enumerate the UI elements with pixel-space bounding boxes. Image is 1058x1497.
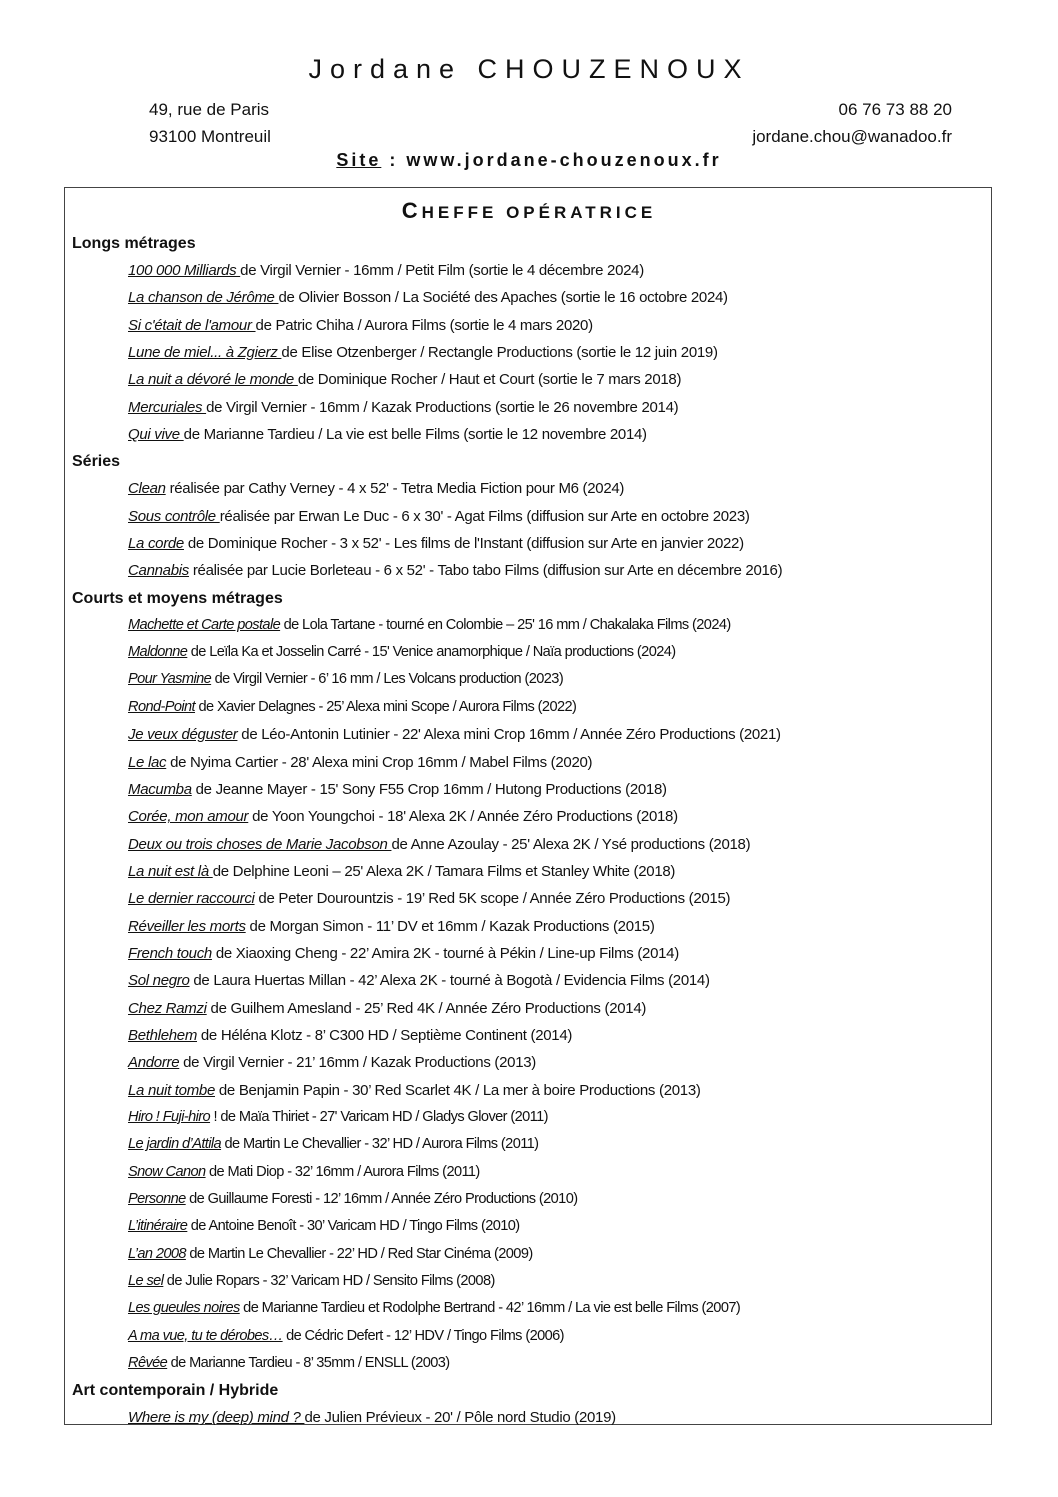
film-details: de Marianne Tardieu - 8’ 35mm / ENSLL (2003) <box>167 1355 450 1372</box>
film-details: de Virgil Vernier - 6’ 16 mm / Les Volcans production (2023) <box>211 671 564 688</box>
film-details: de Héléna Klotz - 8’ C300 HD / Septième Continent (2014) <box>197 1026 573 1044</box>
film-details: ! de Maïa Thiriet - 27' Varicam HD / Gladys Glover (2011) <box>210 1108 548 1125</box>
film-title: Sous contrôle <box>128 507 220 525</box>
film-details: de Jeanne Mayer - 15' Sony F55 Crop 16mm / Hutong Productions (2018) <box>191 780 667 798</box>
film-details: de Virgil Vernier - 16mm / Kazak Productions (sortie le 26 novembre 2014) <box>206 398 679 416</box>
film-details: de Dominique Rocher - 3 x 52' - Les films de l'Instant (diffusion sur Arte en janvier 2022) <box>183 535 744 553</box>
film-entry <box>72 1295 987 1322</box>
film-details: de Julien Prévieux - 20' / Pôle nord Studio (2019) <box>304 1409 616 1427</box>
film-title: Le lac <box>128 753 167 771</box>
film-details: réalisée par Cathy Verney - 4 x 52' - Tetra Media Fiction pour M6 (2024) <box>165 480 625 498</box>
film-title: Snow Canon <box>128 1163 206 1180</box>
film-title: La nuit a dévoré le monde <box>128 371 298 389</box>
film-details: de Xavier Delagnes - 25’ Alexa mini Scope / Aurora Films (2022) <box>195 698 577 715</box>
phone-number: 06 76 73 88 20 <box>838 100 952 119</box>
section-title: Longs métrages <box>72 235 196 252</box>
film-entry <box>72 749 987 776</box>
address-city: 93100 Montreuil <box>149 127 271 146</box>
film-title: Le dernier raccourci <box>128 890 255 908</box>
role-title-initial: C <box>401 198 422 223</box>
film-title: L’itinéraire <box>128 1218 188 1235</box>
film-entry <box>72 312 987 339</box>
film-entry <box>72 339 987 366</box>
film-title: Bethlehem <box>128 1026 198 1044</box>
section-title: Courts et moyens métrages <box>72 589 283 607</box>
film-entry <box>72 1350 987 1377</box>
film-details: de Patric Chiha / Aurora Films (sortie le 4 mars 2020) <box>255 316 593 334</box>
film-details: de Delphine Leoni – 25' Alexa 2K / Tamara Films et Stanley White (2018) <box>212 862 676 880</box>
film-title: Macumba <box>128 780 192 798</box>
website-line <box>0 150 1058 171</box>
film-details: de Mati Diop - 32’ 16mm / Aurora Films (2011) <box>205 1163 480 1180</box>
film-title: Machette et Carte postale <box>128 616 281 633</box>
film-entry <box>72 503 987 530</box>
film-details: de Léo-Antonin Lutinier - 22' Alexa mini Crop 16mm / Année Zéro Productions (2021) <box>237 726 781 744</box>
film-entry <box>72 612 987 639</box>
postal-address <box>149 96 271 150</box>
section-1 <box>72 448 987 584</box>
film-entry <box>72 694 987 721</box>
address-street: 49, rue de Paris <box>149 100 270 119</box>
film-title: La nuit est là <box>128 862 213 880</box>
filmography <box>72 230 987 1432</box>
film-details: de Marianne Tardieu et Rodolphe Bertrand - 42’ 16mm / La vie est belle Films (2007) <box>239 1300 741 1317</box>
film-title: Chez Ramzi <box>128 999 207 1017</box>
film-details: réalisée par Erwan Le Duc - 6 x 30' - Agat Films (diffusion sur Arte en octobre 2023) <box>219 507 750 525</box>
film-entry <box>72 1049 987 1076</box>
film-entry <box>72 831 987 858</box>
film-title: Where is my (deep) mind ? <box>128 1409 305 1427</box>
role-title <box>0 198 1058 224</box>
film-entry <box>72 557 987 584</box>
film-details: de Nyima Cartier - 28' Alexa mini Crop 16mm / Mabel Films (2020) <box>166 753 593 771</box>
role-title-rest: HEFFE OPÉRATRICE <box>421 203 657 222</box>
film-title: Le jardin d’Attila <box>128 1136 222 1153</box>
film-title: 100 000 Milliards <box>128 262 241 279</box>
film-title: A ma vue, tu te dérobes… <box>128 1327 283 1344</box>
film-title: Andorre <box>128 1054 180 1072</box>
film-details: de Guillaume Foresti - 12’ 16mm / Année Zéro Productions (2010) <box>185 1191 578 1207</box>
film-details: de Elise Otzenberger / Rectangle Productions (sortie le 12 juin 2019) <box>281 344 718 362</box>
film-entry <box>72 530 987 557</box>
film-details: de Yoon Youngchoi - 18' Alexa 2K / Année Zéro Productions (2018) <box>248 808 678 826</box>
film-details: de Marianne Tardieu / La vie est belle Films (sortie le 12 novembre 2014) <box>183 426 647 444</box>
film-title: Rond-Point <box>128 698 196 715</box>
film-title: Le sel <box>128 1273 164 1290</box>
film-title: La corde <box>128 535 184 553</box>
film-details: de Peter Dourountzis - 19’ Red 5K scope / Année Zéro Productions (2015) <box>254 890 731 908</box>
film-entry <box>72 666 987 693</box>
film-details: de Lola Tartane - tourné en Colombie – 25' 16 mm / Chakalaka Films (2024) <box>280 616 731 633</box>
film-title: La chanson de Jérôme <box>128 289 279 307</box>
film-entry <box>72 1077 987 1104</box>
film-entry <box>72 421 987 448</box>
film-entry <box>72 284 987 311</box>
film-entry <box>72 1213 987 1240</box>
film-entry <box>72 721 987 748</box>
film-title: Maldonne <box>128 644 188 661</box>
film-title: Les gueules noires <box>128 1300 240 1317</box>
film-details: de Antoine Benoît - 30’ Varicam HD / Tingo Films (2010) <box>187 1218 520 1235</box>
film-entry <box>72 776 987 803</box>
film-entry <box>72 1104 987 1131</box>
film-title: French touch <box>128 944 212 962</box>
film-title: Personne <box>128 1191 186 1207</box>
film-details: de Julie Ropars - 32’ Varicam HD / Sensito Films (2008) <box>163 1273 495 1290</box>
film-entry <box>72 1323 987 1350</box>
section-title: Séries <box>72 453 121 471</box>
film-entry <box>72 940 987 967</box>
film-title: Je veux déguster <box>128 726 238 744</box>
film-details: de Martin Le Chevallier - 32’ HD / Aurora Films (2011) <box>221 1136 539 1153</box>
film-title: Sol negro <box>128 972 190 990</box>
film-details: de Laura Huertas Millan - 42’ Alexa 2K - tourné à Bogotà / Evidencia Films (2014) <box>189 972 710 990</box>
contact-info <box>752 96 952 150</box>
film-title: Rêvée <box>128 1355 168 1372</box>
film-entry <box>72 394 987 421</box>
film-details: de Cédric Defert - 12’ HDV / Tingo Films (2006) <box>282 1327 564 1344</box>
film-entry <box>72 1186 987 1213</box>
email-address[interactable]: jordane.chou@wanadoo.fr <box>752 127 952 146</box>
film-entry <box>72 1241 987 1268</box>
film-entry <box>72 1131 987 1158</box>
film-entry <box>72 1268 987 1295</box>
film-entry <box>72 885 987 912</box>
film-details: de Dominique Rocher / Haut et Court (sortie le 7 mars 2018) <box>297 371 682 389</box>
film-entry <box>72 858 987 885</box>
site-label: Site <box>336 150 382 170</box>
film-details: de Olivier Bosson / La Société des Apaches (sortie le 16 octobre 2024) <box>278 289 728 307</box>
section-3 <box>72 1377 987 1431</box>
film-details: de Xiaoxing Cheng - 22’ Amira 2K - tourné à Pékin / Line-up Films (2014) <box>211 944 679 962</box>
film-title: Corée, mon amour <box>128 808 249 826</box>
cv-name: Jordane CHOUZENOUX <box>308 54 750 84</box>
film-title: Mercuriales <box>128 398 207 416</box>
film-entry <box>72 995 987 1022</box>
site-url-link[interactable]: www.jordane-chouzenoux.fr <box>406 150 722 170</box>
film-details: de Benjamin Papin - 30’ Red Scarlet 4K / La mer à boire Productions (2013) <box>215 1081 701 1099</box>
section-2 <box>72 585 987 1378</box>
film-entry <box>72 257 987 284</box>
film-title: Pour Yasmine <box>128 671 212 688</box>
film-title: Réveiller les morts <box>128 917 246 935</box>
film-title: Qui vive <box>128 426 184 444</box>
film-entry <box>72 967 987 994</box>
film-entry <box>72 639 987 666</box>
film-entry <box>72 1022 987 1049</box>
film-title: La nuit tombe <box>128 1081 215 1099</box>
site-separator: : <box>381 150 407 170</box>
film-title: Deux ou trois choses de Marie Jacobson <box>128 835 392 853</box>
film-title: Cannabis <box>128 562 189 580</box>
film-details: de Leïla Ka et Josselin Carré - 15' Venice anamorphique / Naïa productions (2024) <box>187 644 676 661</box>
film-title: Hiro ! Fuji-hiro <box>128 1108 211 1125</box>
film-details: de Guilhem Amesland - 25’ Red 4K / Année Zéro Productions (2014) <box>206 999 647 1017</box>
film-entry <box>72 803 987 830</box>
film-details: de Morgan Simon - 11’ DV et 16mm / Kazak Productions (2015) <box>245 917 655 935</box>
film-entry <box>72 475 987 502</box>
section-title: Art contemporain / Hybride <box>72 1382 279 1400</box>
film-title: Si c'était de l'amour <box>128 316 256 334</box>
section-0 <box>72 230 987 448</box>
film-details: de Anne Azoulay - 25' Alexa 2K / Ysé productions (2018) <box>391 835 751 853</box>
film-entry <box>72 913 987 940</box>
film-details: réalisée par Lucie Borleteau - 6 x 52' - Tabo tabo Films (diffusion sur Arte en décembre 2016) <box>188 562 783 580</box>
film-entry <box>72 366 987 393</box>
film-details: de Virgil Vernier - 16mm / Petit Film (sortie le 4 décembre 2024) <box>240 262 644 279</box>
film-details: de Martin Le Chevallier - 22’ HD / Red Star Cinéma (2009) <box>185 1245 533 1262</box>
film-entry <box>72 1159 987 1186</box>
film-details: de Virgil Vernier - 21’ 16mm / Kazak Productions (2013) <box>179 1054 536 1072</box>
film-title: Clean <box>128 480 166 498</box>
film-entry <box>72 1404 987 1431</box>
film-title: Lune de miel... à Zgierz <box>128 344 282 362</box>
film-title: L’an 2008 <box>128 1245 186 1262</box>
